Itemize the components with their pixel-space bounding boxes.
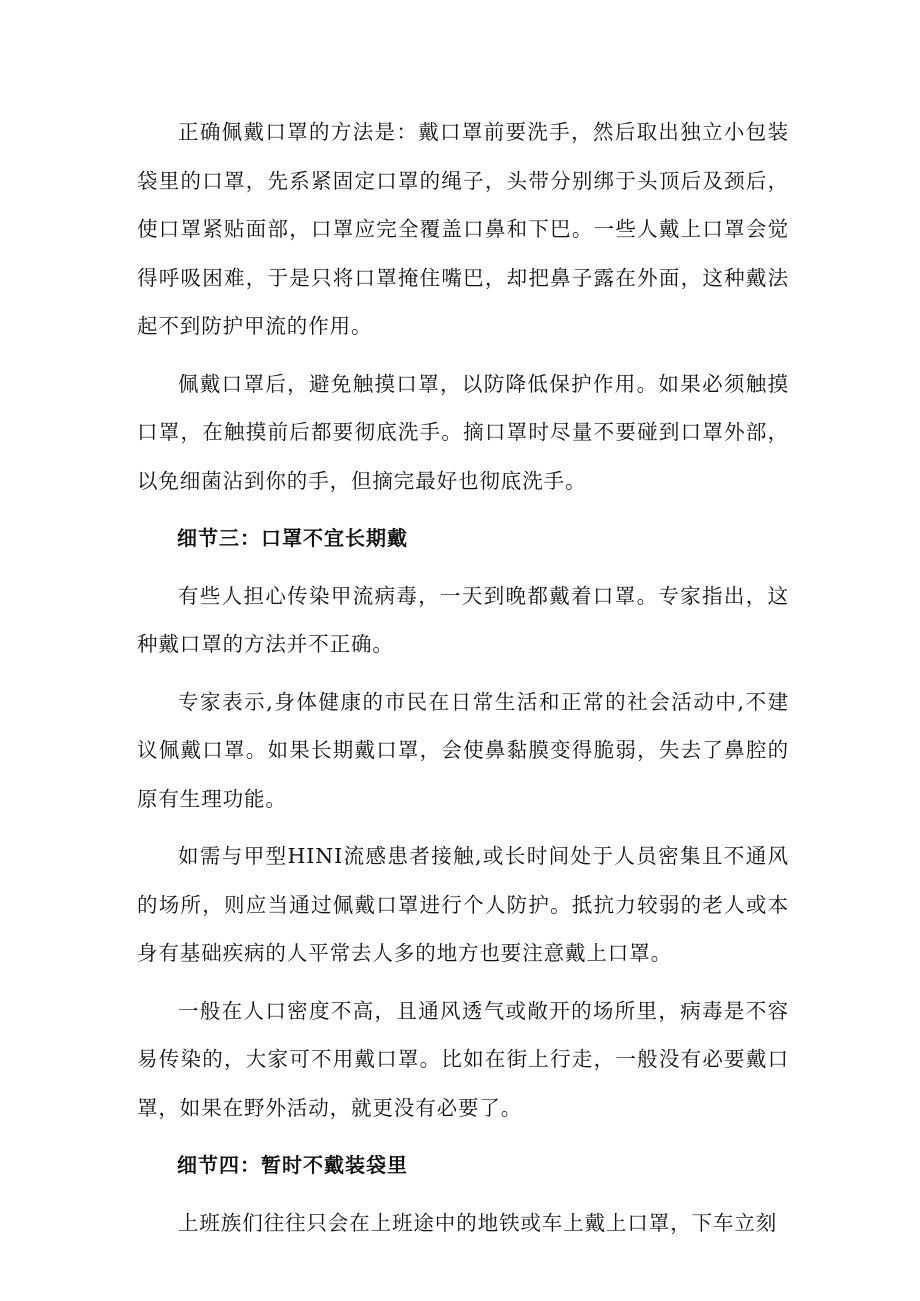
section-heading-detail-three: 细节三：口罩不宜长期戴 [177, 526, 408, 550]
paragraph-mask-wearing-method: 正确佩戴口罩的方法是：戴口罩前要洗手，然后取出独立小包装袋里的口罩，先系紧固定口罩的绳子，头带分别绑于头顶后及颈后，使口罩紧贴面部，口罩应完全覆盖口鼻和下巴。一些人戴上口罩会觉得呼吸困难，于是只将口罩掩住嘴巴，却把鼻子露在外面，这种戴法起不到防护甲流的作用。 [137, 120, 789, 338]
paragraph-all-day-wearing: 有些人担心传染甲流病毒，一天到晚都戴着口罩。专家指出，这种戴口罩的方法并不正确。 [137, 583, 789, 656]
paragraph-low-density-places: 一般在人口密度不高，且通风透气或敞开的场所里，病毒是不容易传染的，大家可不用戴口罩。比如在街上行走，一般没有必要戴口罩，如果在野外活动，就更没有必要了。 [137, 998, 789, 1120]
paragraph-commuters: 上班族们往往只会在上班途中的地铁或车上戴上口罩，下车立刻 [178, 1210, 778, 1235]
section-heading-detail-four: 细节四：暂时不戴装袋里 [177, 1153, 408, 1177]
paragraph-expert-advice: 专家表示,身体健康的市民在日常生活和正常的社会活动中,不建议佩戴口罩。如果长期戴口罩，会使鼻黏膜变得脆弱，失去了鼻腔的原有生理功能。 [137, 689, 789, 811]
paragraph-avoid-touching-mask: 佩戴口罩后，避免触摸口罩，以防降低保护作用。如果必须触摸口罩，在触摸前后都要彻底洗手。摘口罩时尽量不要碰到口罩外部，以免细菌沾到你的手，但摘完最好也彻底洗手。 [137, 371, 789, 493]
paragraph-when-to-wear: 如需与甲型HINI流感患者接触,或长时间处于人员密集且不通风的场所，则应当通过佩戴口罩进行个人防护。抵抗力较弱的老人或本身有基础疾病的人平常去人多的地方也要注意戴上口罩。 [137, 844, 789, 965]
document-page [137, 108, 789, 1256]
